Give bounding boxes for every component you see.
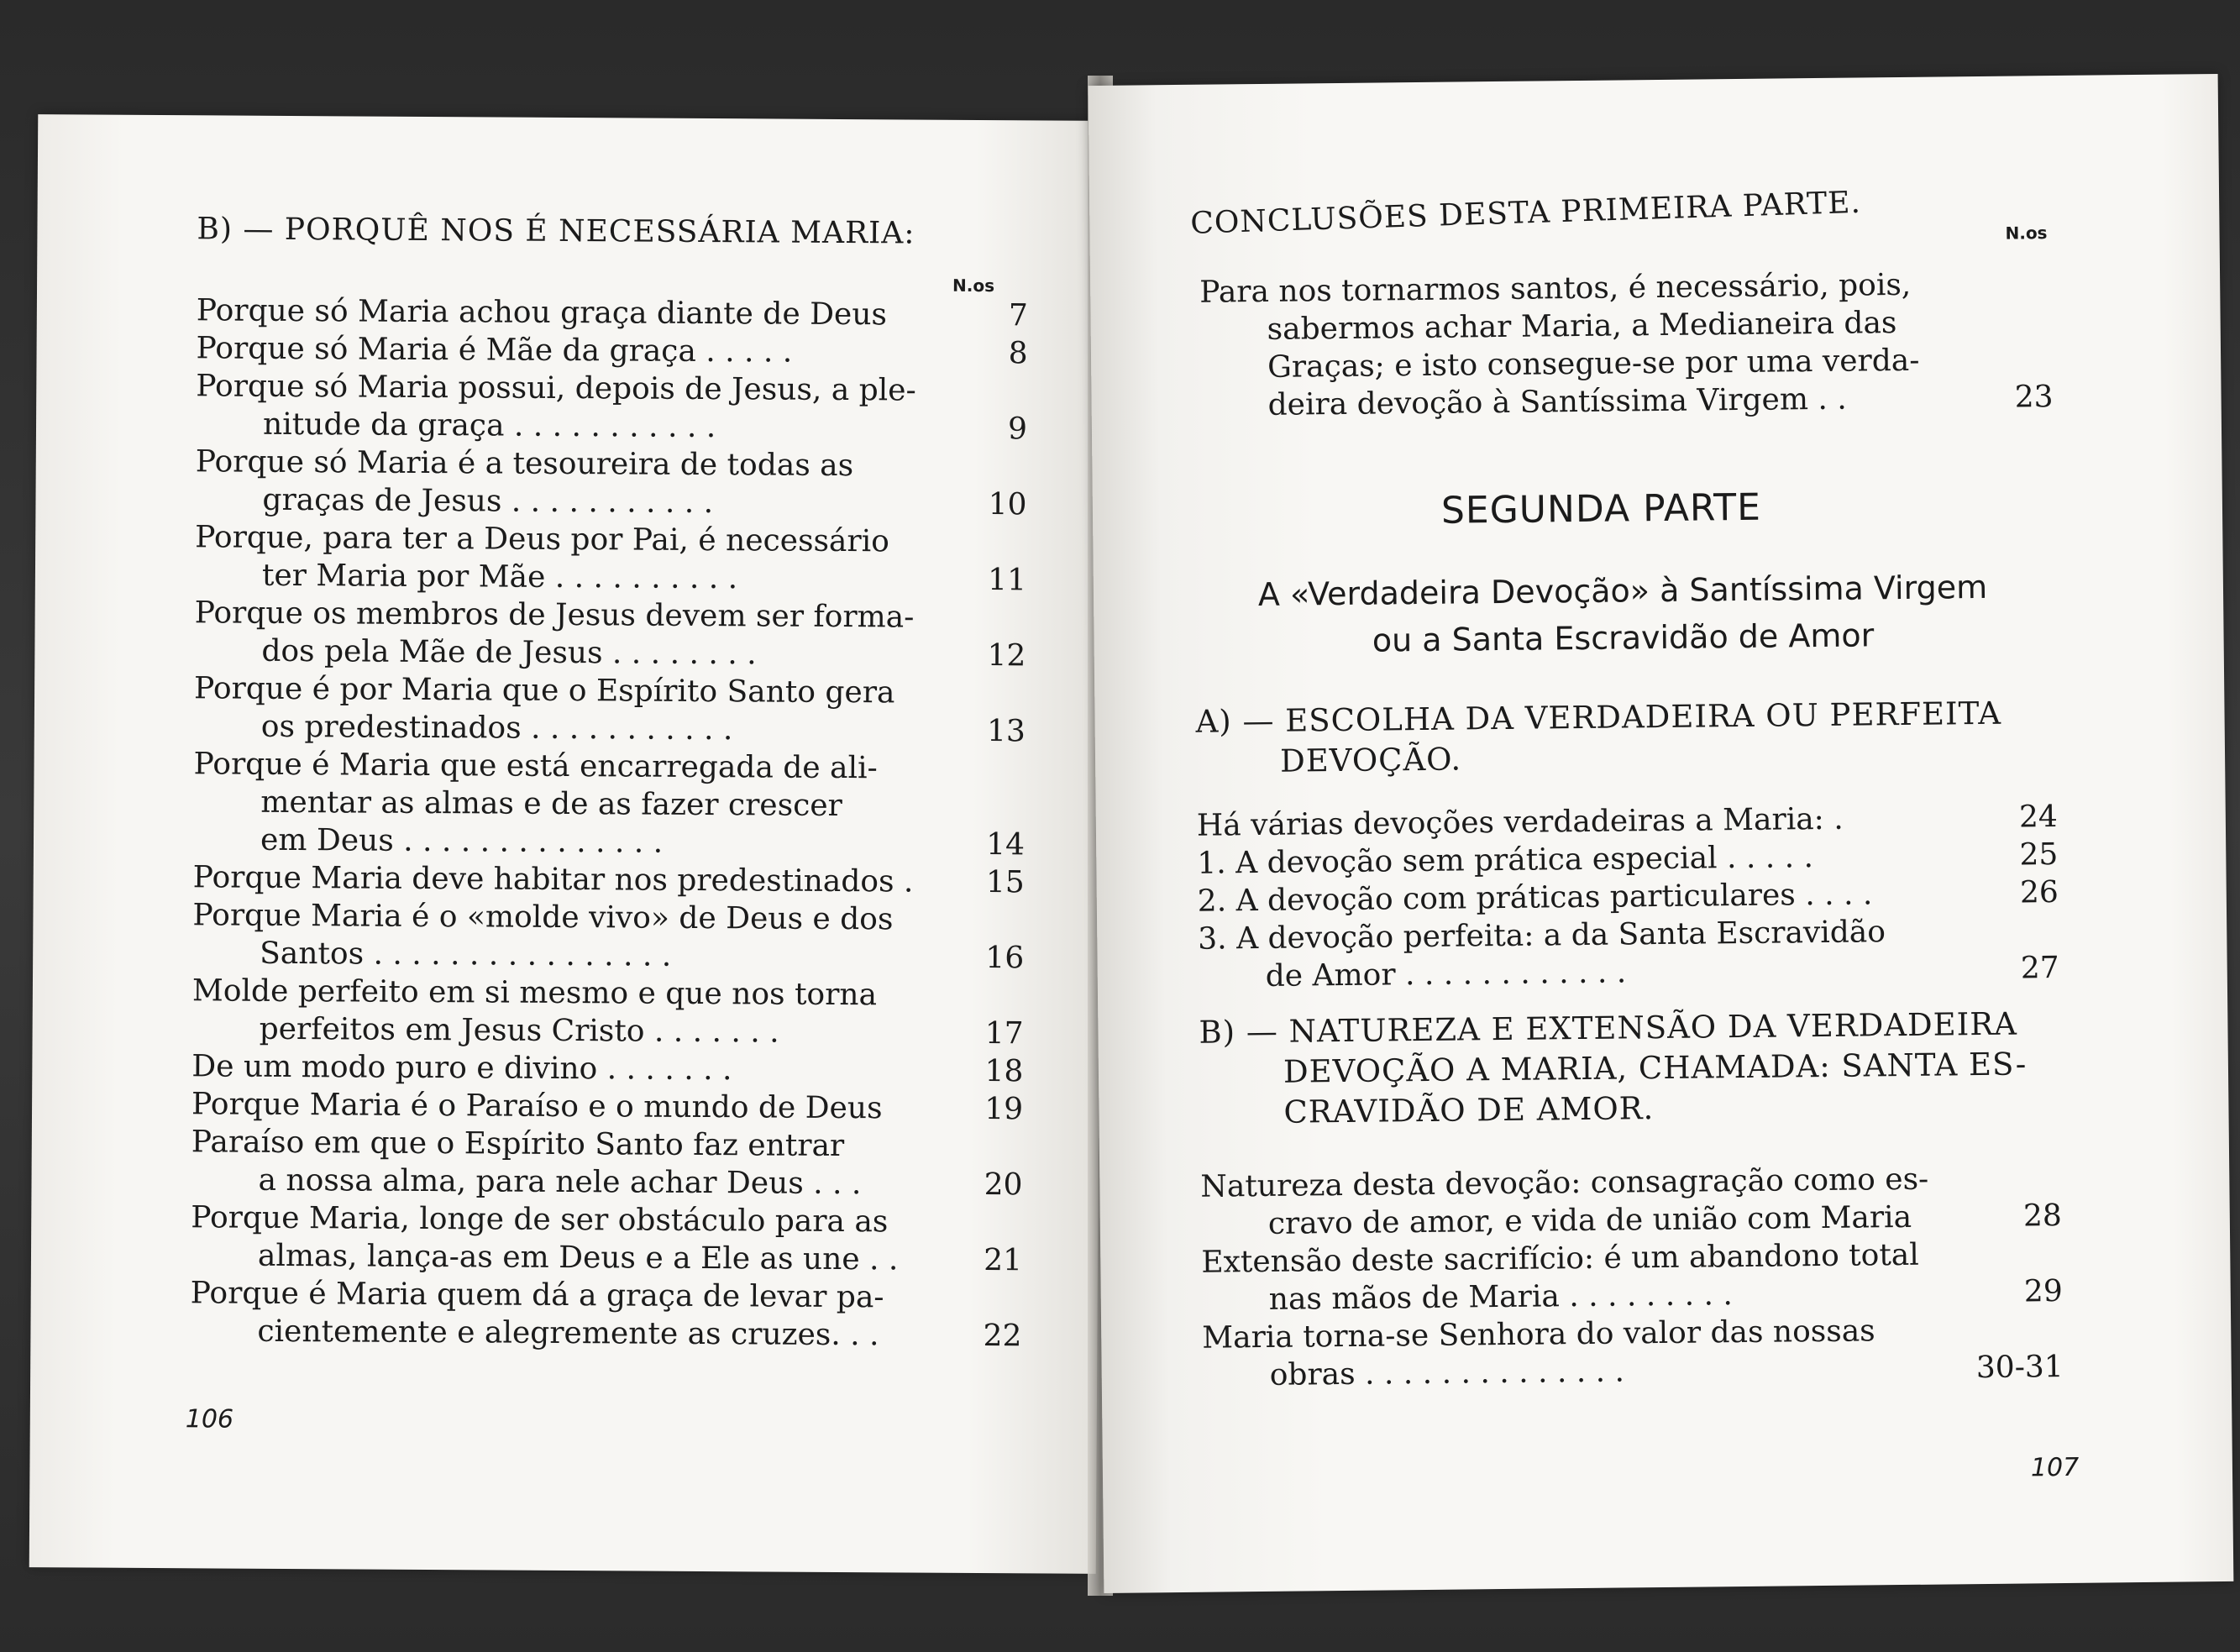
toc-entry-number: 18 [984,1054,1024,1089]
toc-entry-number: 13 [986,714,1026,749]
left-nos-label: N.os [952,275,995,296]
part-subtitle [1178,563,2069,666]
toc-entry [194,669,1026,750]
toc-entry-text: graças de Jesus . . . . . . . . . . . [262,482,714,521]
toc-entry-text: De um modo puro e divino . . . . . . . [191,1049,732,1088]
part-subtitle-line2: ou a Santa Escravidão de Amor [1372,616,1875,659]
toc-entry [1200,1159,2062,1244]
toc-entry-text: Porque Maria deve habitar nos predestinados . [192,860,914,899]
toc-entry-text: nitude da graça . . . . . . . . . . . [262,406,716,445]
toc-entry-number: 19 [984,1092,1024,1127]
section-a-line2: DEVOÇÃO. [1279,741,1462,779]
toc-entry-text: 1. A devoção sem prática especial . . . . . [1197,840,1814,881]
toc-entry-number: 10 [988,487,1027,522]
toc-entry-text: Porque, para ter a Deus por Pai, é necessário [195,520,889,559]
section-a-heading [1195,694,2001,783]
toc-entry [1201,1235,2063,1319]
toc-entry [192,896,1025,977]
toc-entry-text: Porque só Maria é a tesoureira de todas as [195,444,854,484]
toc-entry-text: cravo de amor, e vida de união com Maria [1267,1199,1912,1241]
toc-entry-number: 28 [2022,1198,2063,1234]
toc-entry-text: Natureza desta devoção: consagração como es- [1200,1162,1929,1204]
toc-entry [1198,911,2059,996]
toc-entry-text: Para nos tornarmos santos, é necessário, pois, [1199,267,1912,310]
toc-entry [196,329,1027,372]
toc-entry-number: 26 [2019,875,2059,910]
toc-entry [194,594,1026,674]
toc-entry-number: 29 [2023,1274,2063,1309]
toc-entry-text: Porque só Maria é Mãe da graça . . . . . [196,331,793,370]
toc-entry-text: ter Maria por Mãe . . . . . . . . . . [261,558,738,596]
toc-entry-number: 7 [1008,298,1028,333]
toc-entry-number: 21 [984,1243,1023,1278]
toc-entry-number: 14 [986,827,1026,863]
part-subtitle-line1: A «Verdadeira Devoção» à Santíssima Virgem [1257,568,1988,614]
conclusion-entry [1199,265,2054,425]
toc-entry-text: Porque Maria é o Paraíso e o mundo de Deus [191,1087,883,1126]
toc-entry-text: Porque só Maria achou graça diante de Deus [196,293,888,333]
right-conclusion-heading: CONCLUSÕES DESTA PRIMEIRA PARTE. [1189,185,1862,241]
toc-entry [1202,1310,2064,1395]
right-page-number: 107 [2030,1452,2080,1483]
toc-entry-number: 27 [2020,951,2059,986]
section-a-toc [1197,798,2059,996]
toc-entry-text: Porque só Maria possui, depois de Jesus, a ple- [196,369,916,408]
toc-entry-text: Porque é Maria que está encarregada de ali- [193,747,878,786]
toc-entry-text: mentar as almas e de as fazer crescer [260,784,842,824]
toc-entry [191,1198,1023,1279]
toc-entry-number: 22 [983,1319,1022,1354]
toc-entry [193,745,1026,863]
toc-entry-number: 30-31 [1975,1350,2064,1386]
toc-entry-text: deira devoção à Santíssima Virgem . . [1267,381,1847,422]
toc-entry-number: 16 [985,941,1025,976]
toc-entry-text: em Deus . . . . . . . . . . . . . . [260,822,664,860]
toc-entry-number: 8 [1008,336,1028,371]
toc-entry-text: dos pela Mãe de Jesus . . . . . . . . [261,633,757,672]
toc-entry-text: Há várias devoções verdadeiras a Maria: . [1196,801,1844,843]
toc-entry-number: 15 [985,865,1025,900]
toc-entry [195,443,1027,523]
toc-entry-text: Santos . . . . . . . . . . . . . . . . [260,936,672,973]
part-title: SEGUNDA PARTE [1440,485,1762,532]
toc-entry-number: 17 [984,1016,1024,1052]
toc-entry-number: 11 [987,563,1027,598]
section-a-line1: A) — ESCOLHA DA VERDADEIRA OU PERFEITA [1195,695,2002,740]
toc-entry [191,1047,1023,1090]
toc-entry-text: a nossa alma, para nele achar Deus . . . [258,1162,862,1202]
toc-entry [193,858,1025,901]
toc-entry-text: Porque Maria é o «molde vivo» de Deus e dos [192,898,894,937]
toc-entry-text: Extensão deste sacrifício: é um abandono total [1201,1237,1919,1280]
toc-entry [197,291,1028,334]
toc-entry [191,1123,1023,1204]
toc-entry-text: almas, lança-as em Deus e a Ele as une . . [257,1238,899,1277]
toc-entry [190,1274,1022,1355]
toc-entry-text: Porque é Maria quem dá a graça de levar pa- [190,1276,884,1315]
toc-entry-text: Maria torna-se Senhora do valor das nossas [1202,1314,1875,1356]
right-nos-label: N.os [2005,223,2048,244]
toc-entry [195,518,1027,599]
toc-entry-text: 3. A devoção perfeita: a da Santa Escravidão [1198,915,1886,957]
toc-entry-number: 9 [1007,412,1028,447]
toc-entry-text: Molde perfeito em si mesmo e que nos torna [191,973,878,1013]
left-page-number: 106 [185,1404,234,1434]
right-page [1089,74,2234,1593]
section-b-heading [1199,1004,2028,1133]
toc-entry-text: obras . . . . . . . . . . . . . . [1269,1354,1625,1392]
toc-entry-text: Porque Maria, longe de ser obstáculo para as [191,1200,889,1240]
toc-entry-text: 2. A devoção com práticas particulares . . . . [1197,877,1873,919]
toc-entry-text: perfeitos em Jesus Cristo . . . . . . . [259,1011,779,1050]
toc-entry-text: de Amor . . . . . . . . . . . . [1265,955,1627,994]
toc-entry-number: 24 [2018,800,2059,835]
toc-entry-text: Graças; e isto consegue-se por uma verda- [1267,343,1920,385]
toc-entry [191,1085,1023,1128]
toc-entry [192,972,1025,1052]
left-page [29,114,1105,1574]
toc-entry-text: Paraíso em que o Espírito Santo faz entrar [191,1125,845,1164]
section-b-toc [1200,1159,2064,1395]
left-toc-list [190,291,1028,1355]
left-section-heading: B) — PORQUÊ NOS É NECESSÁRIA MARIA: [197,212,915,251]
section-b-line3: CRAVIDÃO DE AMOR. [1283,1090,1655,1130]
section-b-line1: B) — NATUREZA E EXTENSÃO DA VERDADEIRA [1199,1005,2018,1051]
toc-entry-number: 25 [2019,837,2059,873]
toc-entry-text: os predestinados . . . . . . . . . . . [260,709,733,747]
toc-entry-text: cientemente e alegremente as cruzes. . . [257,1314,879,1353]
toc-entry-text: Porque os membros de Jesus devem ser forma- [194,595,915,635]
toc-entry-text: nas mãos de Maria . . . . . . . . . [1268,1277,1734,1317]
toc-entry [1199,265,2054,425]
toc-entry-text: Porque é por Maria que o Espírito Santo gera [193,671,895,711]
section-b-line2: DEVOÇÃO A MARIA, CHAMADA: SANTA ES- [1283,1046,2028,1090]
toc-entry-number: 20 [984,1167,1023,1203]
toc-entry [196,367,1028,448]
toc-entry-number: 23 [2014,380,2054,415]
toc-entry-number: 12 [987,638,1026,674]
toc-entry-text: sabermos achar Maria, a Medianeira das [1267,306,1897,347]
